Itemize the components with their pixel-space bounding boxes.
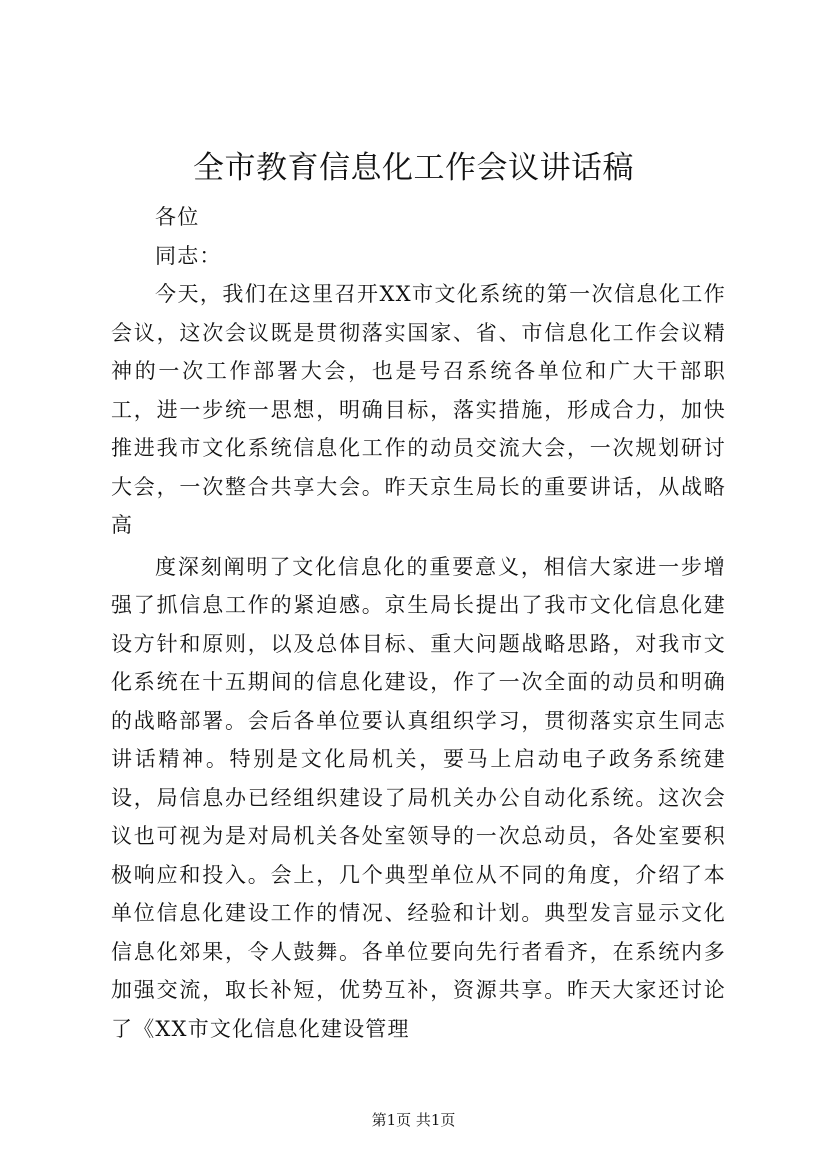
page-footer: 第1页 共1页 — [371, 1111, 456, 1129]
paragraph-2: 度深刻阐明了文化信息化的重要意义，相信大家进一步增强了抓信息工作的紧迫感。京生局长提出了我市文化信息化建设方针和原则，以及总体目标、重大问题战略思路，对我市文化系统在十五期间的信息化建设，作了一次全面的动员和明确的战略部署。会后各单位要认真组织学习，贯彻落实京生同志讲话精神。特别是文化局机关，要马上启动电子政务系统建设，局信息办已经组织建设了局机关办公自动化系统。这次会议也可视为是对局机关各处室领导的一次总动员，各处室要积极响应和投入。会上，几个典型单位从不同的角度，介绍了本单位信息化建设工作的情况、经验和计划。典型发言显示文化信息化郊果，令人鼓舞。各单位要向先行者看齐，在系统内多加强交流，取长补短，优势互补，资源共享。昨天大家还讨论了《XX市文化信息化建设管理 — [111, 554, 726, 1041]
paragraph-1: 今天，我们在这里召开XX市文化系统的第一次信息化工作会议，这次会议既是贯彻落实国家、省、市信息化工作会议精神的一次工作部署大会，也是号召系统各单位和广大干部职工，进一步统一思想，明确目标，落实措施，形成合力，加快推进我市文化系统信息化工作的动员交流大会，一次规划研讨大会，一次整合共享大会。昨天京生局长的重要讲话，从战略高 — [111, 282, 726, 537]
document-body — [111, 198, 726, 1048]
salutation-line-1: 各位 — [155, 205, 200, 229]
document-title: 全市教育信息化工作会议讲话稿 — [193, 150, 634, 186]
salutation-line-2: 同志： — [155, 243, 222, 268]
